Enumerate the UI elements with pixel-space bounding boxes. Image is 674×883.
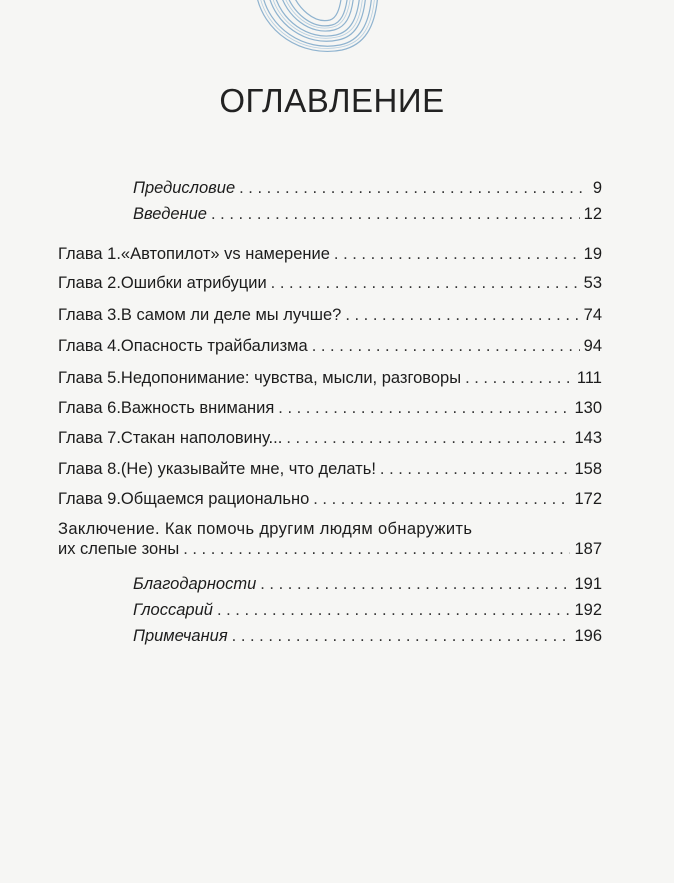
chapter-prefix: Глава 5. — [58, 369, 121, 387]
conclusion-line-1: Заключение. Как помочь другим людям обнаружить — [58, 520, 473, 538]
toc-entry-chapter-7 — [58, 428, 602, 448]
toc-entry-conclusion-line-2 — [58, 539, 602, 559]
page-title: ОГЛАВЛЕНИЕ — [219, 82, 445, 119]
chapter-prefix: Глава 4. — [58, 337, 121, 355]
toc-entry-page: 111 — [576, 369, 602, 387]
toc-entry-page: 130 — [574, 399, 602, 417]
toc-entry-page: 191 — [574, 575, 602, 593]
toc-entry-acknowledgements — [133, 574, 602, 594]
dot-leader — [260, 574, 570, 594]
toc-entry-page: 158 — [574, 460, 602, 478]
toc-entry-label: Ошибки атрибуции — [120, 274, 267, 292]
dot-leader — [380, 459, 571, 479]
toc-entry-label: В самом ли деле мы лучше? — [120, 306, 342, 324]
toc-entry-label: Опасность трайбализма — [120, 337, 308, 355]
dot-leader — [313, 489, 570, 509]
toc-entry-preface — [133, 178, 602, 198]
dot-leader — [334, 244, 580, 264]
chapter-prefix: Глава 3. — [58, 306, 121, 324]
dot-leader — [239, 178, 589, 198]
toc-entry-page: 196 — [574, 627, 602, 645]
toc-entry-chapter-4 — [58, 336, 602, 356]
dot-leader — [232, 626, 571, 646]
dot-leader — [211, 204, 580, 224]
toc-entry-chapter-6 — [58, 398, 602, 418]
toc-entry-page: 187 — [574, 540, 602, 558]
dot-leader — [271, 273, 580, 293]
dot-leader — [286, 428, 570, 448]
toc-entry-notes — [133, 626, 602, 646]
toc-entry-page: 12 — [583, 205, 602, 223]
toc-entry-chapter-1 — [58, 244, 602, 264]
toc-entry-introduction — [133, 204, 602, 224]
toc-entry-label: Введение — [133, 205, 207, 223]
toc-entry-label: «Автопилот» vs намерение — [120, 245, 330, 263]
toc-entry-page: 53 — [583, 274, 602, 292]
toc-entry-glossary — [133, 600, 602, 620]
chapter-prefix: Глава 8. — [58, 460, 121, 478]
toc-entry-page: 94 — [583, 337, 602, 355]
toc-entry-label: Стакан наполовину... — [120, 429, 283, 447]
dot-leader — [217, 600, 571, 620]
toc-entry-label: Общаемся рационально — [120, 490, 310, 508]
dot-leader — [183, 539, 570, 559]
toc-entry-label: Благодарности — [133, 575, 257, 593]
toc-entry-chapter-8 — [58, 459, 602, 479]
swirl-ornament-icon — [252, 0, 382, 62]
toc-entry-label: Глоссарий — [133, 601, 213, 619]
toc-entry-label: Примечания — [133, 627, 228, 645]
toc-entry-page: 172 — [574, 490, 602, 508]
toc-entry-chapter-3 — [58, 305, 602, 325]
conclusion-line-2: их слепые зоны — [58, 540, 180, 558]
toc-entry-label: (Не) указывайте мне, что делать! — [120, 460, 376, 478]
toc-entry-label: Предисловие — [133, 179, 236, 197]
chapter-prefix: Глава 9. — [58, 490, 121, 508]
dot-leader — [345, 305, 579, 325]
dot-leader — [465, 368, 573, 388]
toc-entry-chapter-5 — [58, 368, 602, 388]
chapter-prefix: Глава 2. — [58, 274, 121, 292]
toc-entry-label: Важность внимания — [120, 399, 275, 417]
toc-entry-label: Недопонимание: чувства, мысли, разговоры — [120, 369, 462, 387]
chapter-prefix: Глава 6. — [58, 399, 121, 417]
toc-entry-chapter-9 — [58, 489, 602, 509]
toc-entry-page: 74 — [583, 306, 602, 324]
dot-leader — [312, 336, 580, 356]
toc-entry-page: 9 — [592, 179, 602, 197]
chapter-prefix: Глава 1. — [58, 245, 121, 263]
chapter-prefix: Глава 7. — [58, 429, 121, 447]
toc-entry-chapter-2 — [58, 273, 602, 293]
toc-entry-conclusion — [58, 519, 603, 539]
toc-entry-page: 192 — [574, 601, 602, 619]
toc-entry-page: 19 — [583, 245, 602, 263]
toc-entry-page: 143 — [574, 429, 602, 447]
dot-leader — [278, 398, 570, 418]
